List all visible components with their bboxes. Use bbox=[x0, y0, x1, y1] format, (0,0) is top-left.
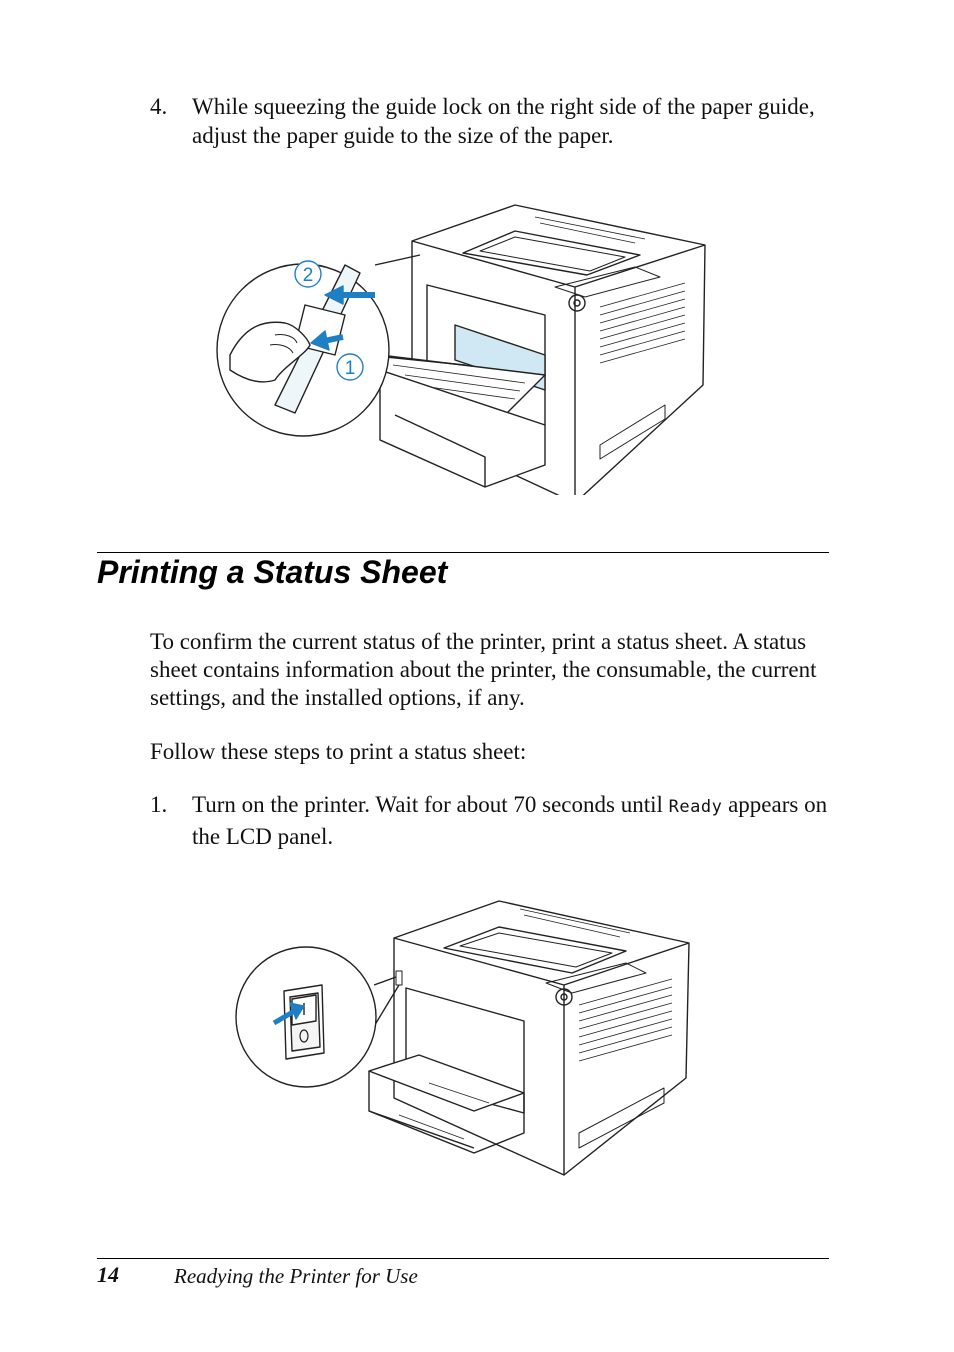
follow-steps-text: Follow these steps to print a status sheet: bbox=[150, 739, 527, 764]
lcd-ready-text: Ready bbox=[668, 797, 723, 817]
printer-illustration-2 bbox=[369, 901, 689, 1175]
figure-paper-guide bbox=[215, 195, 715, 495]
step-4 bbox=[150, 92, 840, 150]
printer-illustration-1 bbox=[380, 205, 705, 495]
page-number: 14 bbox=[97, 1262, 119, 1287]
step-4-number: 4. bbox=[150, 94, 168, 119]
callout-2: 2 bbox=[302, 265, 314, 286]
step-4-text: While squeezing the guide lock on the right side of the paper guide, adjust the paper guide to the size of the paper. bbox=[192, 94, 815, 148]
intro-paragraph: To confirm the current status of the printer, print a status sheet. A status sheet contains information about the printer, the consumable, the current settings, and the installed options, if any. bbox=[150, 629, 817, 710]
step-1-text-after: appears on the LCD panel. bbox=[192, 792, 828, 849]
step-1 bbox=[150, 790, 840, 851]
step-1-number: 1. bbox=[150, 792, 168, 817]
power-switch-detail bbox=[236, 947, 399, 1087]
chapter-title: Readying the Printer for Use bbox=[174, 1264, 418, 1288]
figure-power-switch bbox=[234, 893, 694, 1193]
callout-1: 1 bbox=[344, 358, 356, 379]
section-rule bbox=[97, 552, 829, 553]
section-title: Printing a Status Sheet bbox=[97, 554, 448, 590]
step-1-text bbox=[192, 790, 840, 851]
footer-rule bbox=[97, 1258, 829, 1259]
step-1-text-before: Turn on the printer. Wait for about 70 seconds until bbox=[192, 792, 669, 817]
